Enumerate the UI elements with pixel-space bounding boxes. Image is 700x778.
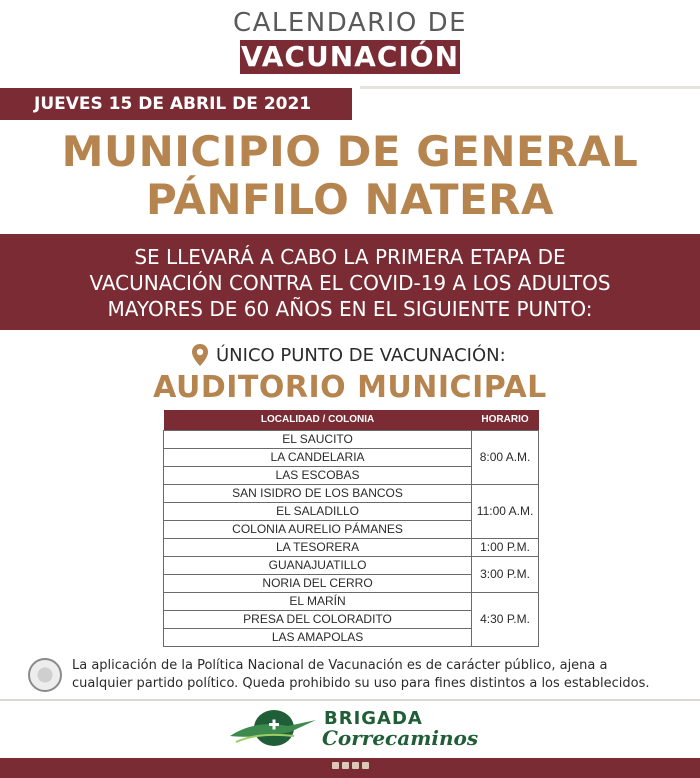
locality-cell: EL SALADILLO	[164, 502, 472, 520]
locality-cell: LAS AMAPOLAS	[164, 628, 472, 646]
time-cell: 3:00 P.M.	[472, 556, 539, 592]
notice-line-3: MAYORES DE 60 AÑOS EN EL SIGUIENTE PUNTO:	[107, 297, 593, 321]
time-cell: 1:00 P.M.	[472, 538, 539, 556]
brand-line-2: Correcaminos	[322, 726, 479, 750]
locality-cell: EL MARÍN	[164, 592, 472, 610]
facebook-icon[interactable]	[332, 762, 339, 769]
footnote-line-2: cualquier partido político. Queda prohibido su uso para fines distintos a los establecidos.	[72, 676, 650, 691]
instagram-icon[interactable]	[352, 762, 359, 769]
locality-cell: GUANAJUATILLO	[164, 556, 472, 574]
table-row	[164, 556, 539, 574]
time-cell: 8:00 A.M.	[472, 430, 539, 484]
national-emblem-icon	[28, 658, 62, 692]
time-cell: 11:00 A.M.	[472, 484, 539, 538]
footer-divider	[0, 699, 700, 701]
vaccination-title: VACUNACIÓN	[240, 40, 460, 73]
footnote-line-1: La aplicación de la Política Nacional de Vacunación es de carácter público, ajena a	[72, 658, 608, 673]
vaccination-point	[190, 342, 506, 368]
locality-cell: COLONIA AURELIO PÁMANES	[164, 520, 472, 538]
municipality-line-1: MUNICIPIO DE GENERAL	[61, 127, 639, 176]
venue-name: AUDITORIO MUNICIPAL	[153, 370, 547, 405]
locality-cell: LA CANDELARIA	[164, 448, 472, 466]
header-locality: LOCALIDAD / COLONIA	[164, 410, 472, 430]
table-row	[164, 538, 539, 556]
calendar-title: CALENDARIO DE	[232, 8, 468, 38]
locality-cell: NORIA DEL CERRO	[164, 574, 472, 592]
location-pin-icon	[190, 343, 210, 367]
header-time: HORARIO	[472, 410, 539, 430]
municipality-line-2: PÁNFILO NATERA	[145, 175, 555, 224]
municipality-title	[0, 128, 700, 224]
locality-cell: EL SAUCITO	[164, 430, 472, 448]
locality-cell: LA TESORERA	[164, 538, 472, 556]
schedule-table	[163, 410, 539, 647]
locality-cell: SAN ISIDRO DE LOS BANCOS	[164, 484, 472, 502]
table-row	[164, 484, 539, 502]
notice-line-1: SE LLEVARÁ A CABO LA PRIMERA ETAPA DE	[134, 245, 566, 269]
locality-cell: PRESA DEL COLORADITO	[164, 610, 472, 628]
locality-cell: LAS ESCOBAS	[164, 466, 472, 484]
social-links	[332, 762, 369, 769]
schedule-body	[164, 430, 539, 646]
youtube-icon[interactable]	[362, 762, 369, 769]
point-label: ÚNICO PUNTO DE VACUNACIÓN:	[216, 344, 506, 366]
brigada-logo-icon	[228, 706, 320, 750]
table-row	[164, 430, 539, 448]
brand-line-1: BRIGADA	[324, 708, 423, 729]
time-cell: 4:30 P.M.	[472, 592, 539, 646]
notice-text	[0, 244, 700, 322]
date-banner: JUEVES 15 DE ABRIL DE 2021	[0, 88, 352, 120]
header-divider	[360, 86, 700, 89]
table-row	[164, 592, 539, 610]
twitter-icon[interactable]	[342, 762, 349, 769]
notice-line-2: VACUNACIÓN CONTRA EL COVID-19 A LOS ADULTOS	[89, 271, 611, 295]
footnote	[72, 657, 682, 693]
table-header-row	[164, 410, 539, 430]
